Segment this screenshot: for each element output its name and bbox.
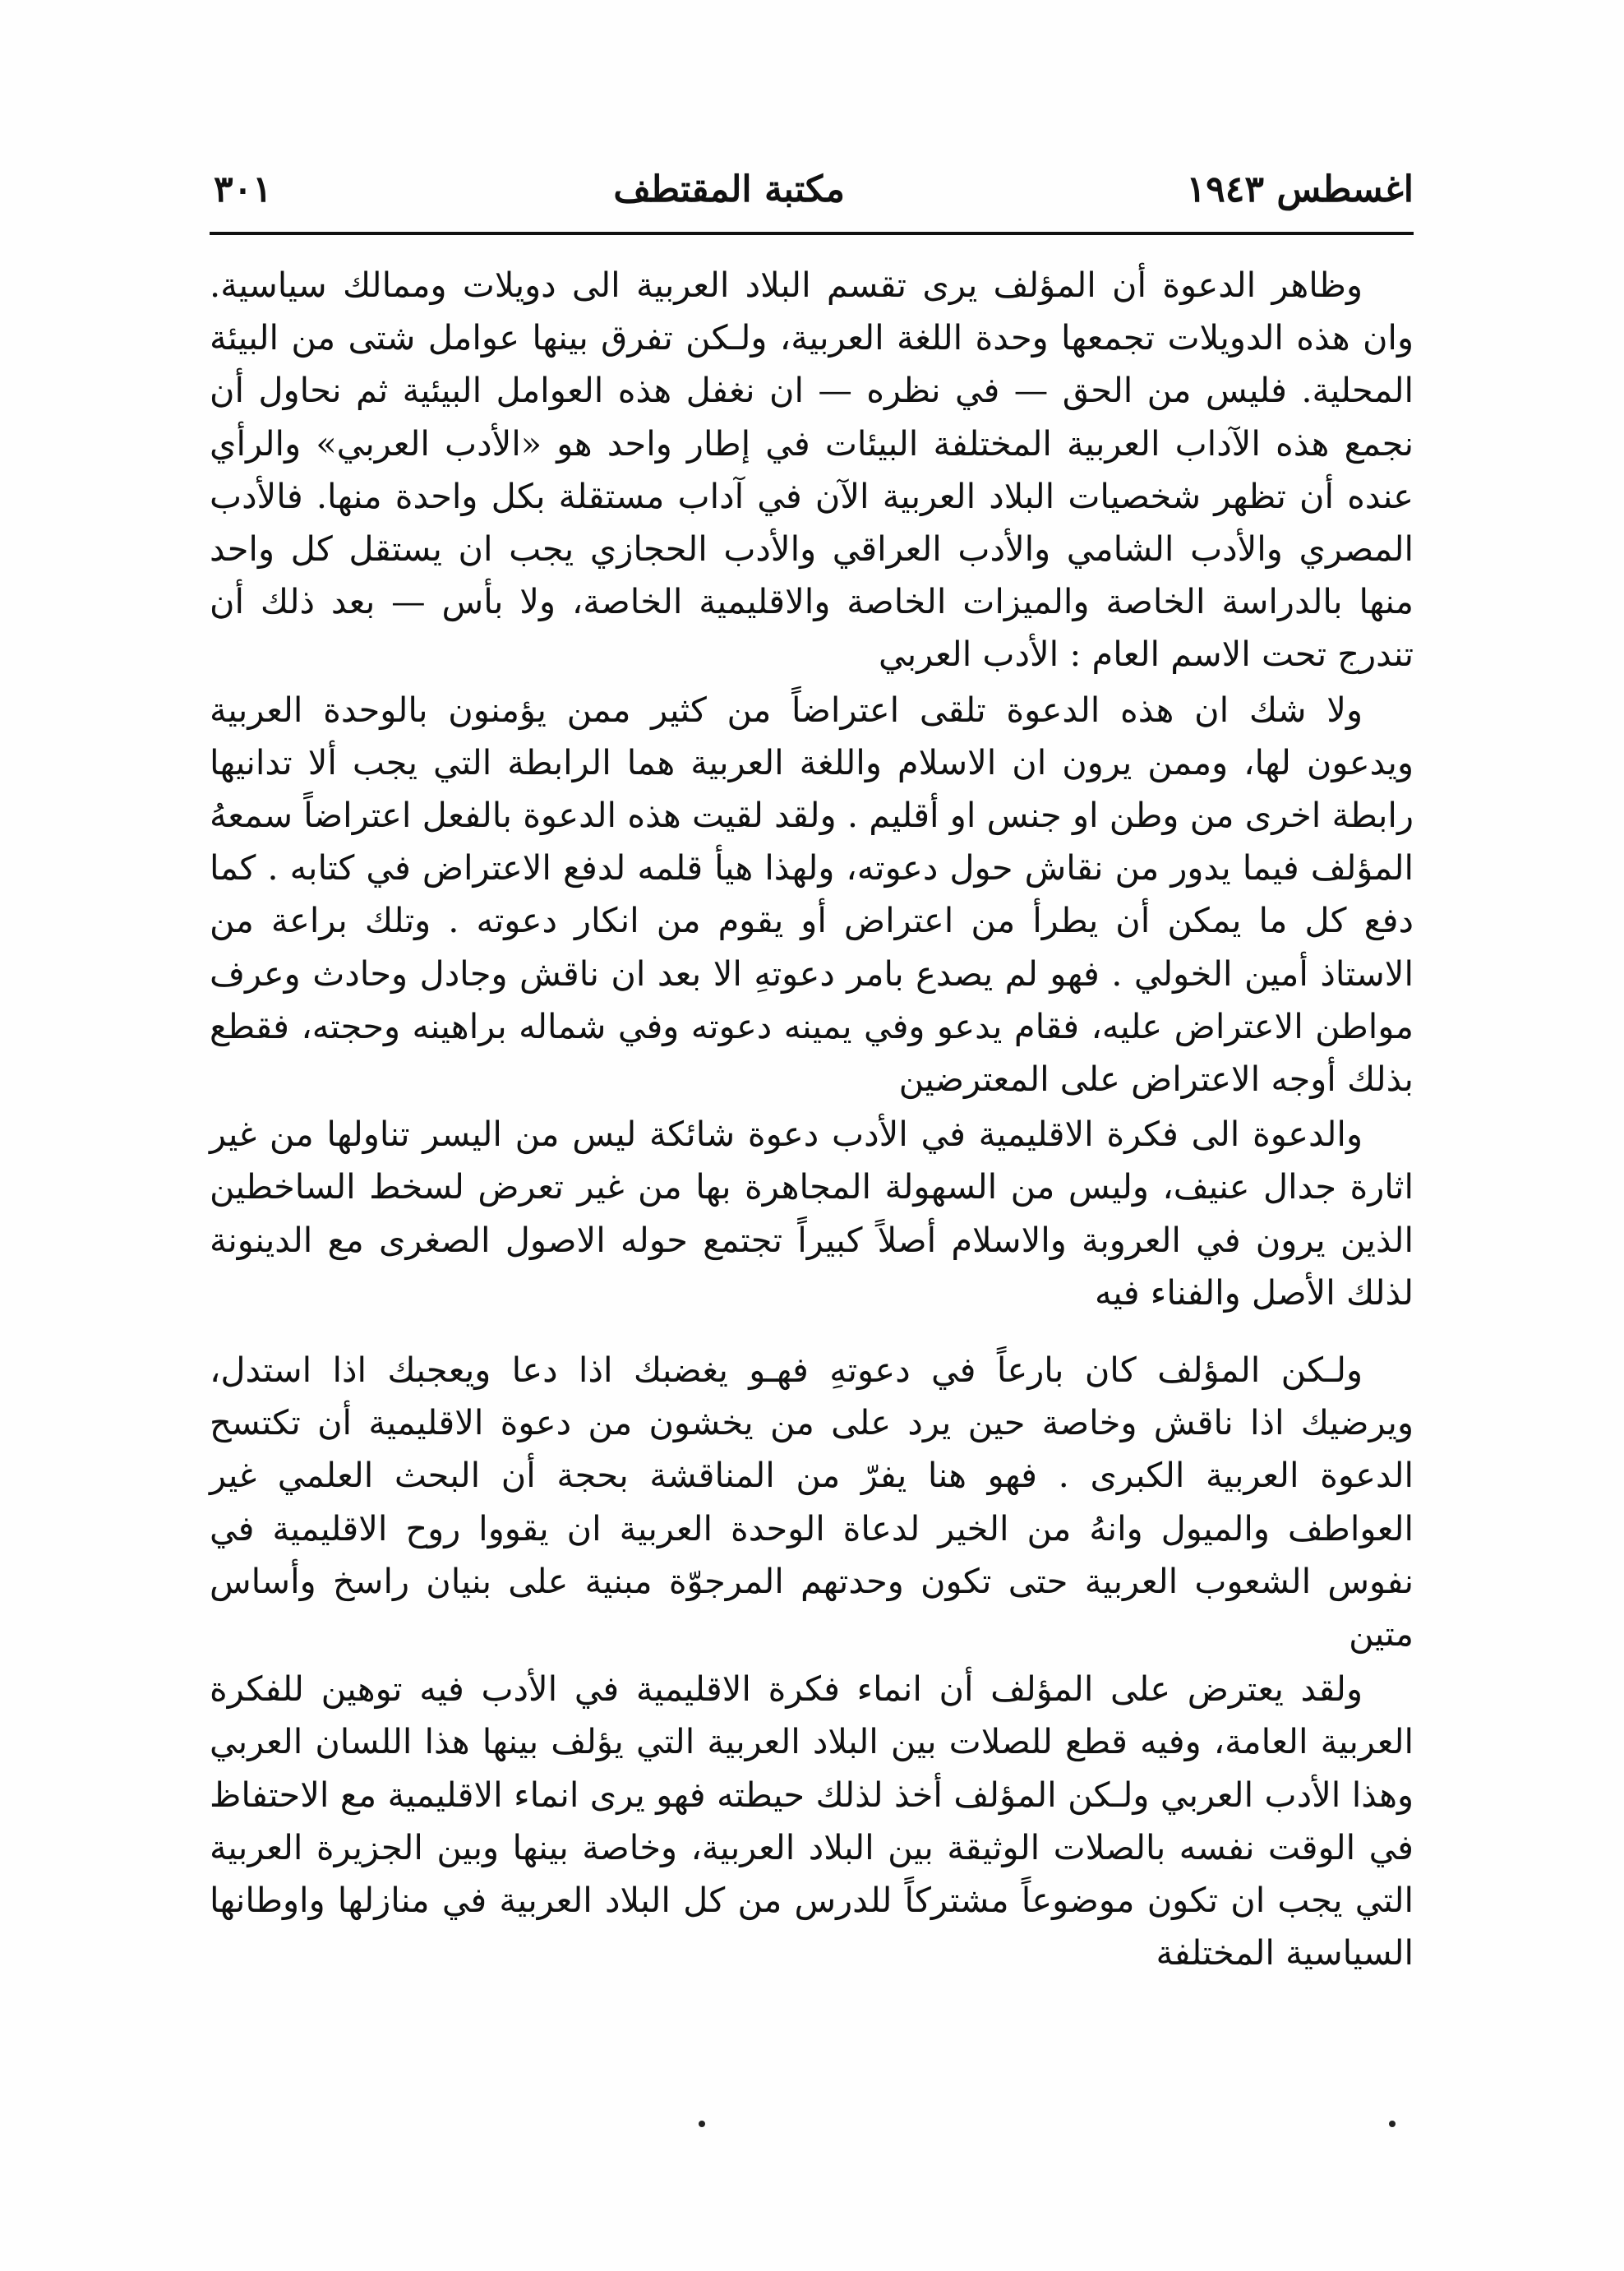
paragraph-3: والدعوة الى فكرة الاقليمية في الأدب دعوة شائكة ليس من اليسر تناولها من غير اثارة جدال عنيف، وليس من السهولة المجاهرة بها من غير تعرض لسخط الساخطين الذين يرون في العروبة والاسلام أصلاً كبيراً تجتمع حوله الاصول الصغرى مع الدينونة لذلك الأصل والفناء فيه	[210, 1114, 1414, 1313]
paragraph-1: وظاهر الدعوة أن المؤلف يرى تقسم البلاد العربية الى دويلات وممالك سياسية. وان هذه الدويلات تجمعها وحدة اللغة العربية، ولـكن تفرق بينها عوامل شتى من البيئة المحلية. فليس من الحق — في نظره — ان نغفل هذه العوامل البيئية ثم نحاول أن نجمع هذه الآداب العربية المختلفة البيئات في إطار واحد هو «الأدب العربي» والرأي عنده أن تظهر شخصيات البلاد العربية الآن في آداب مستقلة بكل واحدة منها. فالأدب المصري والأدب الشامي والأدب العراقي والأدب الحجازي يجب ان يستقل كل واحد منها بالدراسة الخاصة والميزات الخاصة والاقليمية الخاصة، ولا بأس — بعد ذلك أن تندرج تحت الاسم العام : الأدب العربي	[210, 265, 1414, 675]
paragraph-2: ولا شك ان هذه الدعوة تلقى اعتراضاً من كثير ممن يؤمنون بالوحدة العربية ويدعون لها، وممن يرون ان الاسلام واللغة العربية هما الرابطة التي يجب ألا تدانيها رابطة اخرى من وطن او جنس او أقليم . ولقد لقيت هذه الدعوة بالفعل اعتراضاً سمعهُ المؤلف فيما يدور من نقاش حول دعوته، ولهذا هيأ قلمه لدفع الاعتراض في كتابه . كما دفع كل ما يمكن أن يطرأ من اعتراض أو يقوم من انكار دعوته . وتلك براعة من الاستاذ أمين الخولي . فهو لم يصدع بامر دعوتهِ الا بعد ان ناقش وجادل وحادث وعرف مواطن الاعتراض عليه، فقام يدعو وفي يمينه دعوته وفي شماله براهينه وحجته، فقطع بذلك أوجه الاعتراض على المعترضين	[210, 689, 1414, 1100]
article-body	[210, 259, 1414, 1980]
scan-speck	[1389, 2121, 1396, 2127]
issue-date: اغسطس ١٩٤٣	[1186, 168, 1414, 210]
running-header	[214, 156, 1414, 222]
scan-speck	[699, 2121, 705, 2127]
section-title: مكتبة المقتطف	[613, 168, 845, 210]
paragraph-5: ولقد يعترض على المؤلف أن انماء فكرة الاقليمية في الأدب فيه توهين للفكرة العربية العامة، وفيه قطع للصلات بين البلاد العربية التي يؤلف بينها هذا اللسان العربي وهذا الأدب العربي ولـكن المؤلف أخذ لذلك حيطته فهو يرى انماء الاقليمية مع الاحتفاظ في الوقت نفسه بالصلات الوثيقة بين البلاد العربية، وخاصة بينها وبين الجزيرة العربية التي يجب ان تكون موضوعاً مشتركاً للدرس من كل البلاد العربية في منازلها واوطانها السياسية المختلفة	[210, 1669, 1414, 1973]
page-number: ٣٠١	[214, 168, 272, 210]
paragraph-4: ولـكن المؤلف كان بارعاً في دعوتهِ فهـو يغضبك اذا دعا ويعجبك اذا استدل، ويرضيك اذا ناقش وخاصة حين يرد على من يخشون من دعوة الاقليمية أن تكتسح الدعوة العربية الكبرى . فهو هنا يفرّ من المناقشة بحجة أن البحث العلمي غير العواطف والميول وانهُ من الخير لدعاة الوحدة العربية ان يقووا روح الاقليمية في نفوس الشعوب العربية حتى تكون وحدتهم المرجوّة مبنية على بنيان راسخ وأساس متين	[210, 1350, 1414, 1655]
header-rule	[210, 232, 1414, 235]
